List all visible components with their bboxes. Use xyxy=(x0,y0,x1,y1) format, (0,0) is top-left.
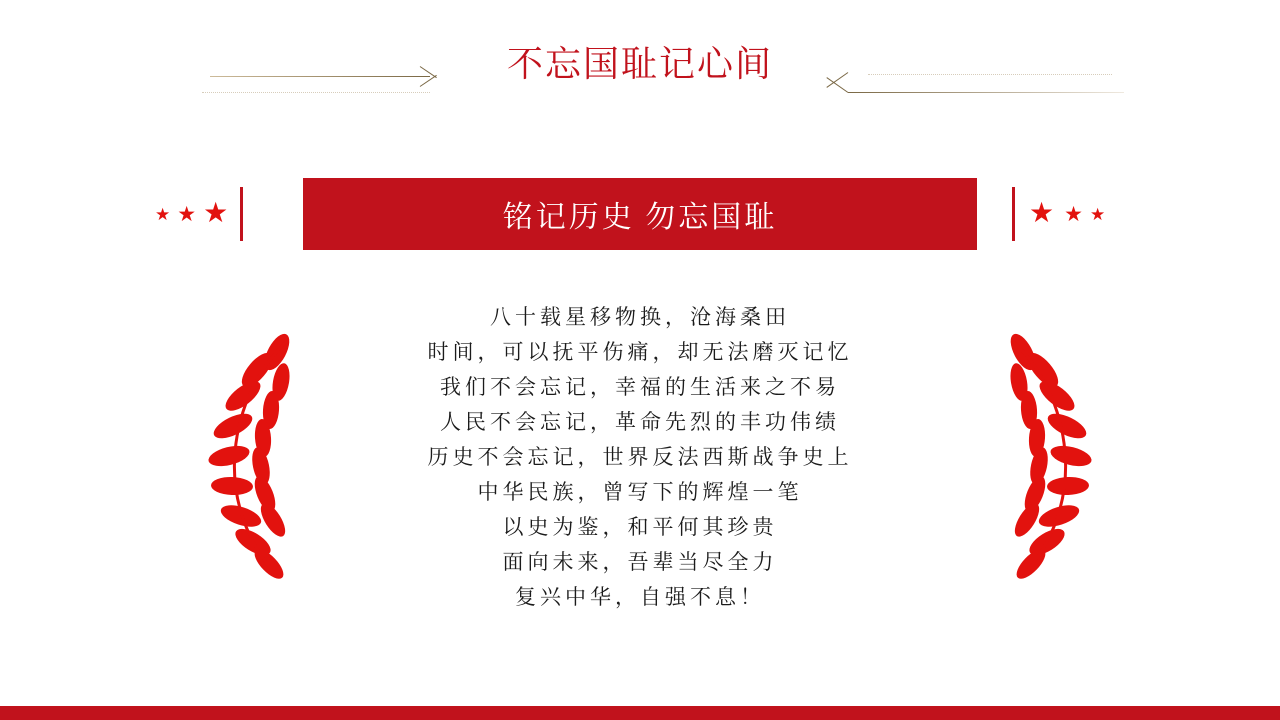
star-icon: ★ xyxy=(1064,201,1083,226)
arrow-left-icon xyxy=(824,72,854,102)
page-title: 不忘国耻记心间 xyxy=(506,44,773,84)
stars-group-left xyxy=(155,184,275,244)
vertical-bar-right xyxy=(1012,187,1015,241)
decoration-line-dotted-right xyxy=(868,74,1112,76)
poem-line: 面向未来，吾辈当尽全力 xyxy=(502,550,778,574)
star-icon: ★ xyxy=(1029,198,1055,229)
poem-line: 人民不会忘记，革命先烈的丰功伟绩 xyxy=(440,410,840,434)
bottom-accent-bar xyxy=(0,706,1280,720)
poem-line: 我们不会忘记，幸福的生活来之不易 xyxy=(440,375,840,399)
poem-line: 八十载星移物换，沧海桑田 xyxy=(490,305,790,329)
poem-line: 中华民族，曾写下的辉煌一笔 xyxy=(477,480,803,504)
decoration-line-dotted-left xyxy=(202,92,430,94)
poem-line: 复兴中华，自强不息！ xyxy=(515,585,765,609)
poem-block xyxy=(290,300,990,615)
stars-group-right xyxy=(1012,184,1132,244)
laurel-wreath-right-icon xyxy=(985,330,1115,590)
poem-line: 以史为鉴，和平何其珍贵 xyxy=(502,515,778,539)
section-banner xyxy=(303,178,977,250)
poem-line: 时间，可以抚平伤痛，却无法磨灭记忆 xyxy=(427,340,853,364)
section-banner-label: 铭记历史 勿忘国耻 xyxy=(502,201,778,234)
header-decoration-right xyxy=(824,56,1124,102)
star-icon: ★ xyxy=(1089,204,1106,224)
poem-line: 历史不会忘记，世界反法西斯战争史上 xyxy=(427,445,853,469)
star-icon: ★ xyxy=(177,201,197,226)
banner-row xyxy=(0,178,1280,258)
star-icon: ★ xyxy=(155,204,171,224)
star-icon: ★ xyxy=(203,198,229,229)
slide-header xyxy=(0,38,1280,102)
decoration-line-solid-right xyxy=(848,92,1124,93)
vertical-bar-left xyxy=(240,187,243,241)
